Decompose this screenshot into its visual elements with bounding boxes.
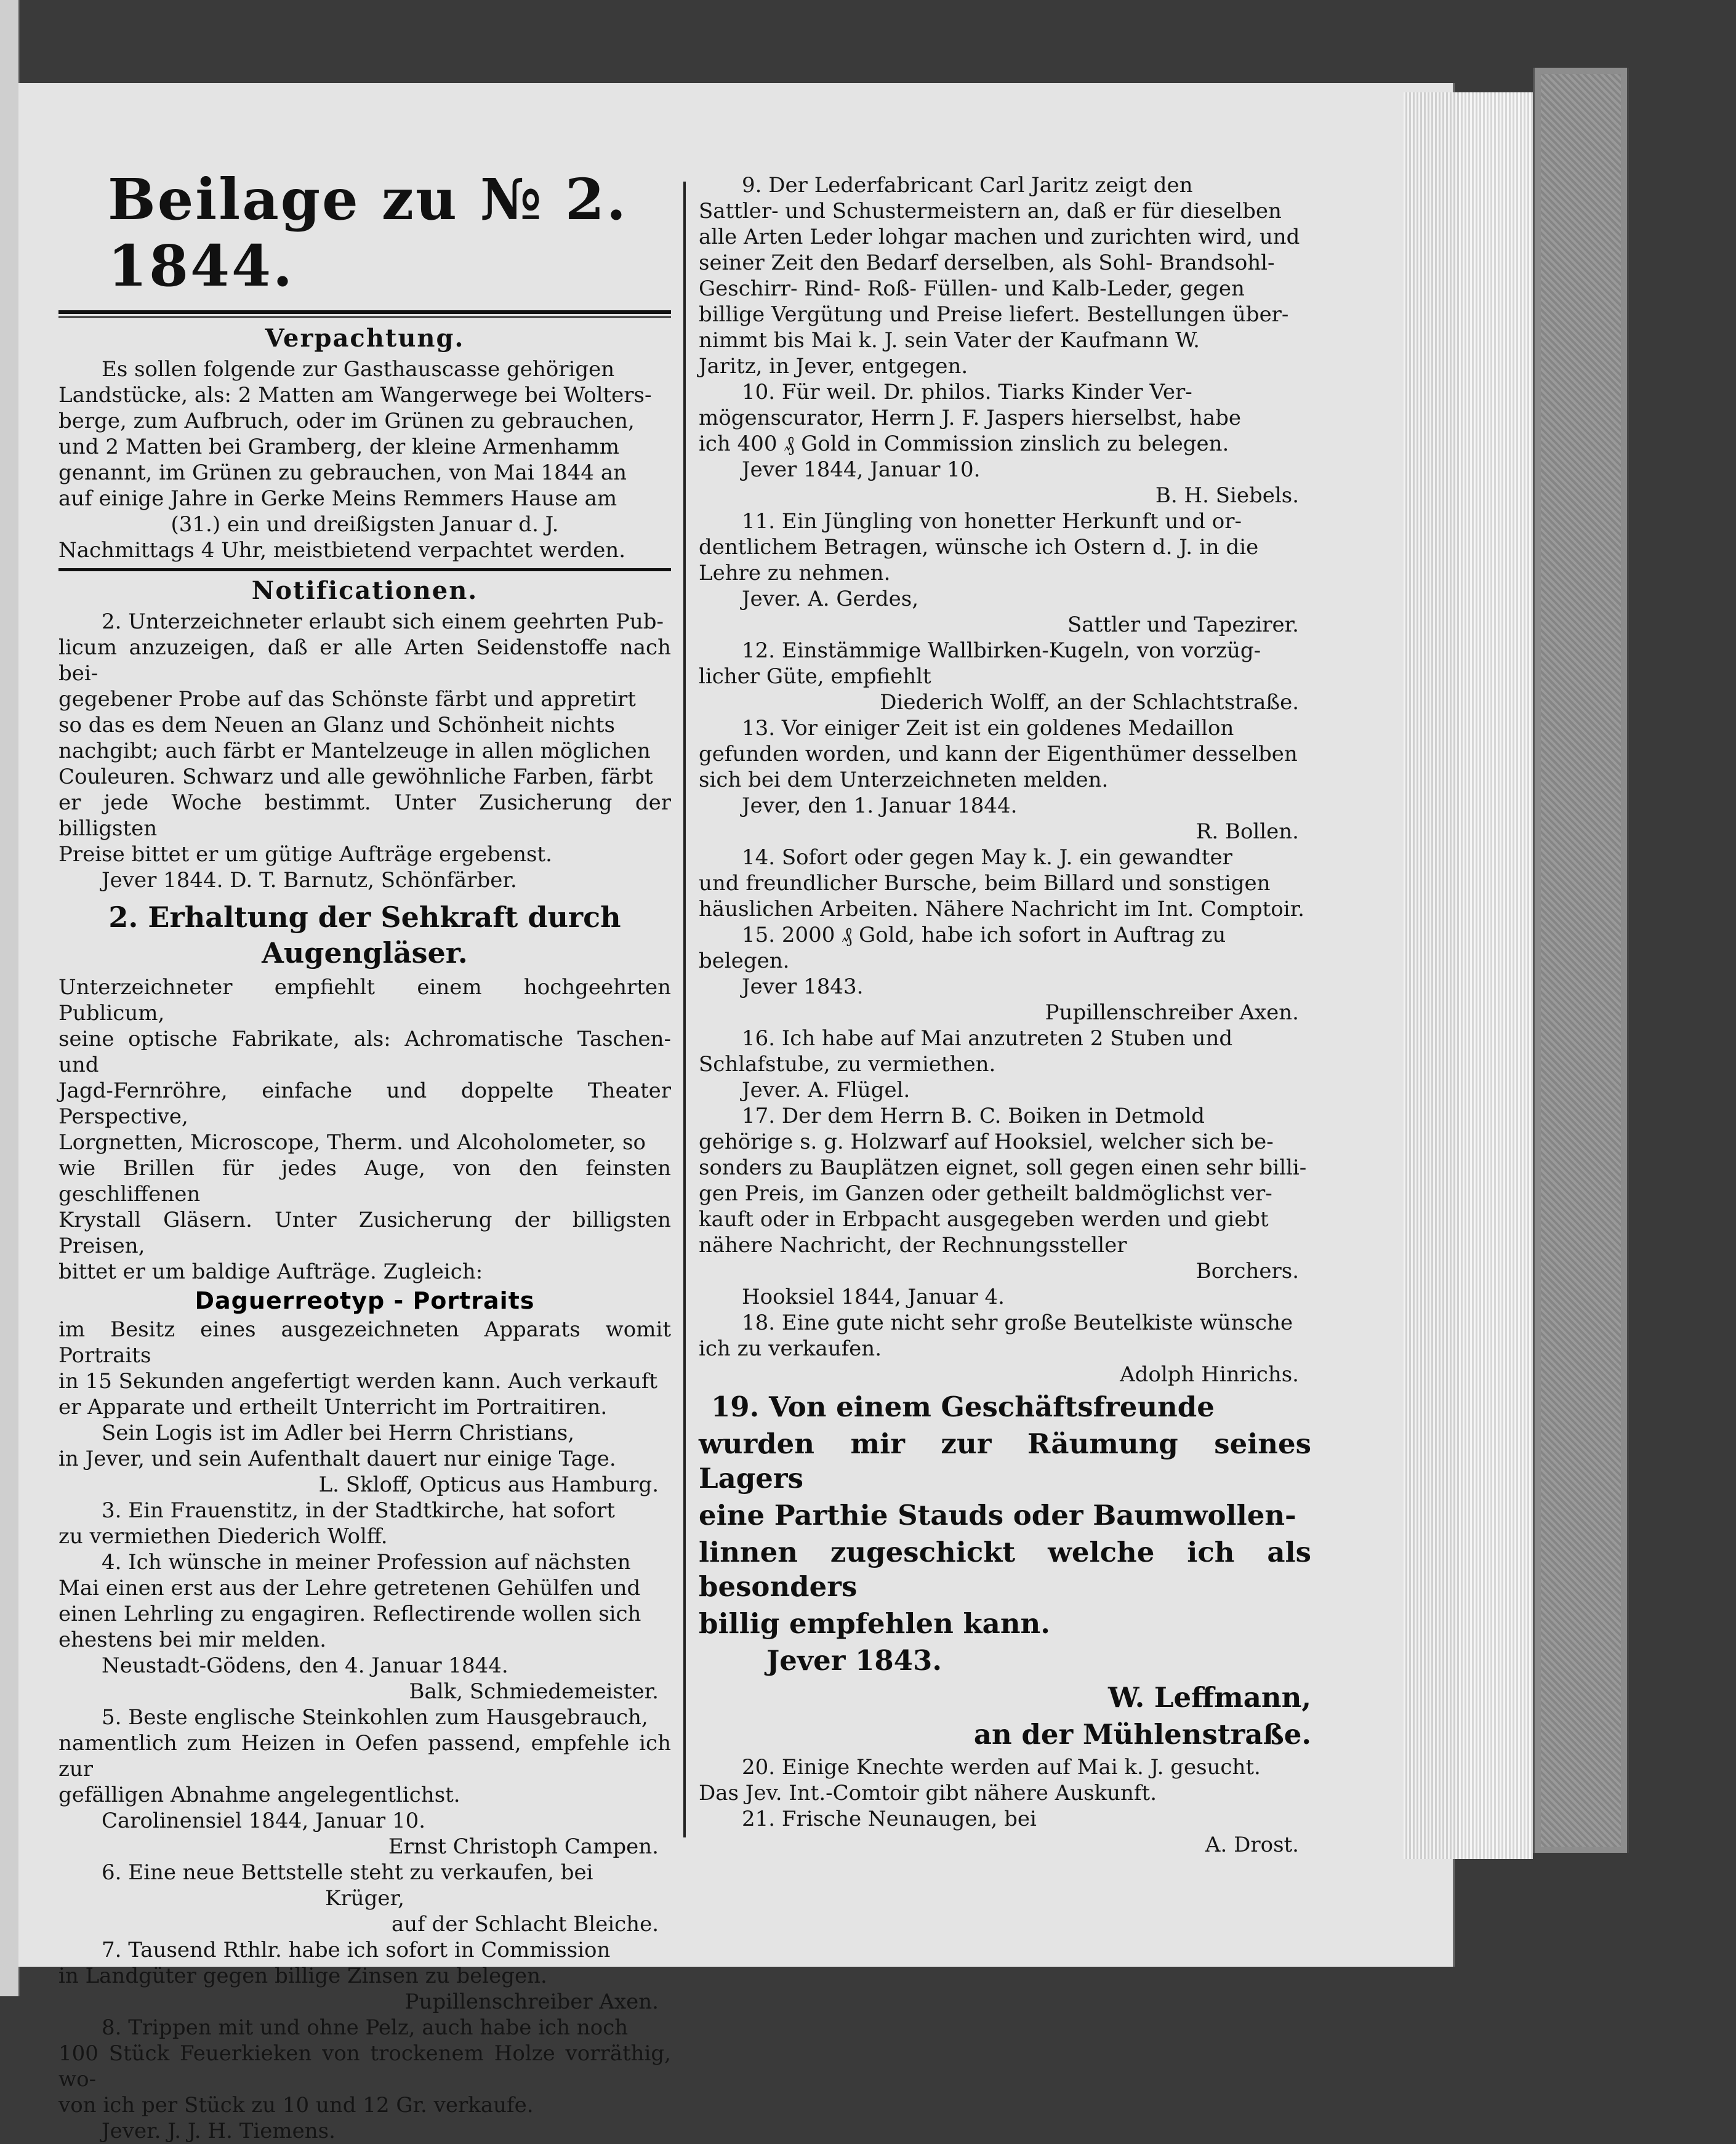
text-line: 11. Ein Jüngling von honetter Herkunft und or- <box>742 509 1242 534</box>
notice-2 <box>58 609 671 893</box>
signature: Borchers. <box>1196 1259 1299 1283</box>
notice-3 <box>58 1498 671 1549</box>
text-line: Jagd-Fernröhre, einfache und doppelte Theater Perspective, <box>58 1078 671 1129</box>
text-line: 6. Eine neue Bettstelle steht zu verkaufen, bei <box>102 1860 593 1885</box>
place-date: Carolinensiel 1844, Januar 10. <box>102 1809 426 1833</box>
text-line: Lorgnetten, Microscope, Therm. und Alcoholometer, so <box>58 1130 646 1155</box>
text-line: 7. Tausend Rthlr. habe ich sofort in Commission <box>102 1938 611 1962</box>
text-line: er jede Woche bestimmt. Unter Zusicherung der billigsten <box>58 790 671 841</box>
signature: Diederich Wolff, an der Schlachtstraße. <box>880 690 1299 715</box>
text-line: gen Preis, im Ganzen oder getheilt baldmöglichst ver- <box>699 1181 1272 1206</box>
text-line: 18. Eine gute nicht sehr große Beutelkiste wünsche <box>742 1311 1293 1335</box>
text-line: belegen. <box>699 949 790 973</box>
text-line: 19. Von einem Geschäftsfreunde <box>711 1391 1215 1423</box>
text-line: seine optische Fabrikate, als: Achromatische Taschen- und <box>58 1027 671 1077</box>
text-line: alle Arten Leder lohgar machen und zurichten wird, und <box>699 225 1300 249</box>
text-line: Das Jev. Int.-Comtoir gibt nähere Auskunft. <box>699 1781 1157 1805</box>
text-line: Schlafstube, zu vermiethen. <box>699 1052 996 1077</box>
text-line: eine Parthie Stauds oder Baumwollen- <box>699 1499 1296 1532</box>
text-line: billig empfehlen kann. <box>699 1607 1050 1640</box>
notice-20 <box>699 1754 1311 1806</box>
text-line: 17. Der dem Herrn B. C. Boiken in Detmold <box>742 1104 1205 1128</box>
text-line: Unterzeichneter empfiehlt einem hochgeehrten Publicum, <box>58 975 671 1026</box>
notice-5 <box>58 1704 671 1860</box>
text-line: licher Güte, empfiehlt <box>699 664 931 689</box>
text-line: Preise bittet er um gütige Aufträge ergebenst. <box>58 842 552 867</box>
notificationen-heading: Notificationen. <box>251 576 478 605</box>
erhaltung-heading-line1: 2. Erhaltung der Sehkraft durch <box>108 901 621 934</box>
text-line: Landstücke, als: 2 Matten am Wangerwege bei Wolters- <box>58 383 652 408</box>
text-line: so das es dem Neuen an Glanz und Schönheit nichts <box>58 713 615 737</box>
signature-address: auf der Schlacht Bleiche. <box>391 1912 659 1937</box>
text-line: häuslichen Arbeiten. Nähere Nachricht im Int. Comptoir. <box>699 897 1304 921</box>
notice-11 <box>699 508 1311 638</box>
notice-17 <box>699 1103 1311 1310</box>
text-line: kauft oder in Erbpacht ausgegeben werden und giebt <box>699 1207 1269 1232</box>
signature: B. H. Siebels. <box>1155 483 1299 508</box>
text-line: Lehre zu nehmen. <box>699 561 891 585</box>
daguerreotyp-text <box>58 1317 671 1498</box>
text-line: sonders zu Bauplätzen eignet, soll gegen einen sehr billi- <box>699 1155 1307 1180</box>
column-divider <box>683 182 686 1837</box>
text-line: und 2 Matten bei Gramberg, der kleine Armenhamm <box>58 435 620 459</box>
text-line: 16. Ich habe auf Mai anzutreten 2 Stuben und <box>742 1026 1233 1051</box>
text-line: berge, zum Aufbruch, oder im Grünen zu gebrauchen, <box>58 409 635 433</box>
place-date: Jever 1843. <box>742 974 864 999</box>
signature: Balk, Schmiedemeister. <box>409 1679 659 1704</box>
text-line: Nachmittags 4 Uhr, meistbietend verpachtet werden. <box>58 538 626 563</box>
text-line: und freundlicher Bursche, beim Billard und sonstigen <box>699 871 1271 896</box>
notice-8 <box>58 2015 671 2144</box>
masthead-title: Beilage zu № 2. 1844. <box>108 166 628 299</box>
right-column <box>699 68 1311 1858</box>
text-line: in 15 Sekunden angefertigt werden kann. Auch verkauft <box>58 1369 657 1394</box>
text-line: 21. Frische Neunaugen, bei <box>742 1807 1037 1831</box>
erhaltung-heading-line2: Augengläser. <box>262 936 468 970</box>
section-rule <box>58 568 671 571</box>
text-line: 100 Stück Feuerkieken von trockenem Holze vorräthig, wo- <box>58 2041 671 2092</box>
page-edges <box>1404 92 1459 1859</box>
signature: Jever. J. J. H. Tiemens. <box>102 2119 336 2143</box>
signature: R. Bollen. <box>1196 819 1299 844</box>
text-line: 8. Trippen mit und ohne Pelz, auch habe ich noch <box>102 2015 629 2040</box>
text-line: 13. Vor einiger Zeit ist ein goldenes Medaillon <box>742 716 1234 741</box>
verpachtung-heading: Verpachtung. <box>265 324 465 353</box>
notice-15 <box>699 922 1311 1026</box>
text-line: Couleuren. Schwarz und alle gewöhnliche Farben, färbt <box>58 765 653 789</box>
signature: L. Skloff, Opticus aus Hamburg. <box>318 1472 659 1497</box>
text-line: Geschirr- Rind- Roß- Füllen- und Kalb-Leder, gegen <box>699 276 1245 301</box>
notice-9 <box>699 172 1311 379</box>
text-line: Es sollen folgende zur Gasthauscasse gehörigen <box>102 357 615 382</box>
text-line: ich zu verkaufen. <box>699 1336 882 1361</box>
book-spine-left <box>0 0 20 1996</box>
text-line: 5. Beste englische Steinkohlen zum Hausgebrauch, <box>102 1705 648 1730</box>
text-line: Mai einen erst aus der Lehre getretenen Gehülfen und <box>58 1576 641 1600</box>
left-column <box>58 68 671 2144</box>
notice-12 <box>699 638 1311 715</box>
text-line: gegebener Probe auf das Schönste färbt und appretirt <box>58 687 636 712</box>
text-line: linnen zugeschickt welche ich als besonders <box>699 1536 1311 1603</box>
text-line: zu vermiethen Diederich Wolff. <box>58 1524 388 1549</box>
text-line: gehörige s. g. Holzwarf auf Hooksiel, welcher sich be- <box>699 1130 1274 1154</box>
erhaltung-heading <box>58 899 671 971</box>
place-date: Neustadt-Gödens, den 4. Januar 1844. <box>102 1653 508 1678</box>
text-line: mögenscurator, Herrn J. F. Jaspers hierselbst, habe <box>699 406 1242 430</box>
text-line: 15. 2000 ₰ Gold, habe ich sofort in Auftrag zu <box>742 923 1226 947</box>
text-line: ich 400 ₰ Gold in Commission zinslich zu belegen. <box>699 432 1229 456</box>
text-line: licum anzuzeigen, daß er alle Arten Seidenstoffe nach bei- <box>58 635 671 686</box>
text-line: 14. Sofort oder gegen May k. J. ein gewandter <box>742 845 1232 870</box>
text-line: Sattler- und Schustermeistern an, daß er für dieselben <box>699 199 1282 223</box>
text-line: genannt, im Grünen zu gebrauchen, von Mai 1844 an <box>58 460 627 485</box>
text-line: Krystall Gläsern. Unter Zusicherung der billigsten Preisen, <box>58 1208 671 1258</box>
text-line: 9. Der Lederfabricant Carl Jaritz zeigt den <box>742 173 1193 198</box>
text-line: bittet er um baldige Aufträge. Zugleich: <box>58 1259 483 1284</box>
text-line: sich bei dem Unterzeichneten melden. <box>699 768 1109 792</box>
signature: W. Leffmann, <box>1108 1681 1311 1714</box>
text-line: seiner Zeit den Bedarf derselben, als Sohl- Brandsohl- <box>699 251 1275 275</box>
place-signature: Jever. A. Gerdes, <box>742 587 919 611</box>
text-line: nachgibt; auch färbt er Mantelzeuge in allen möglichen <box>58 739 651 763</box>
text-line: wurden mir zur Räumung seines Lagers <box>699 1427 1311 1495</box>
signature: Pupillenschreiber Axen. <box>1045 1000 1299 1025</box>
signature: Pupillenschreiber Axen. <box>404 1989 659 2014</box>
text-line: ehestens bei mir melden. <box>58 1628 327 1652</box>
notice-18 <box>699 1310 1311 1387</box>
text-line: von ich per Stück zu 10 und 12 Gr. verkaufe. <box>58 2093 534 2118</box>
text-line: billige Vergütung und Preise liefert. Bestellungen über- <box>699 302 1289 327</box>
text-line: Sein Logis ist im Adler bei Herrn Christians, <box>102 1421 575 1445</box>
page-edges-outer <box>1459 92 1533 1859</box>
text-line: dentlichem Betragen, wünsche ich Ostern d. J. in die <box>699 535 1259 560</box>
notice-19 <box>699 1390 1311 1752</box>
text-line: gefunden worden, und kann der Eigenthümer desselben <box>699 742 1298 766</box>
signature: Krüger, <box>325 1886 404 1911</box>
signature-address: an der Mühlenstraße. <box>973 1718 1311 1751</box>
place-date: Hooksiel 1844, Januar 4. <box>742 1285 1005 1309</box>
text-line: wie Brillen für jedes Auge, von den feinsten geschliffenen <box>58 1156 671 1207</box>
notice-13 <box>699 715 1311 845</box>
notice-6 <box>58 1860 671 1937</box>
erhaltung-text <box>58 974 671 1285</box>
text-line: im Besitz eines ausgezeichneten Apparats womit Portraits <box>58 1317 671 1368</box>
text-line: einen Lehrling zu engagiren. Reflectirende wollen sich <box>58 1602 641 1626</box>
text-line: 20. Einige Knechte werden auf Mai k. J. gesucht. <box>742 1755 1261 1780</box>
notice-21 <box>699 1806 1311 1858</box>
text-line: namentlich zum Heizen in Oefen passend, empfehle ich zur <box>58 1731 671 1781</box>
notice-16 <box>699 1026 1311 1103</box>
text-line: 10. Für weil. Dr. philos. Tiarks Kinder Ver- <box>742 380 1192 404</box>
text-line: in Jever, und sein Aufenthalt dauert nur einige Tage. <box>58 1447 616 1471</box>
place-date: Jever 1843. <box>766 1644 942 1677</box>
text-line: gefälligen Abnahme angelegentlichst. <box>58 1783 460 1807</box>
signature: Jever 1844. D. T. Barnutz, Schönfärber. <box>102 868 517 893</box>
text-line: nimmt bis Mai k. J. sein Vater der Kaufmann W. <box>699 328 1200 353</box>
text-line: Jaritz, in Jever, entgegen. <box>699 354 968 379</box>
signature-occupation: Sattler und Tapezirer. <box>1067 612 1299 637</box>
daguerreotyp-heading: Daguerreotyp - Portraits <box>195 1287 535 1314</box>
signature: A. Drost. <box>1205 1833 1299 1857</box>
text-line: nähere Nachricht, der Rechnungssteller <box>699 1233 1127 1258</box>
text-line: 2. Unterzeichneter erlaubt sich einem geehrten Pub- <box>102 609 664 634</box>
verpachtung-text <box>58 356 671 563</box>
signature: Jever. A. Flügel. <box>742 1078 910 1102</box>
place-date: Jever 1844, Januar 10. <box>742 457 981 482</box>
place-date: Jever, den 1. Januar 1844. <box>742 793 1018 818</box>
text-line: 12. Einstämmige Wallbirken-Kugeln, von vorzüg- <box>742 638 1261 663</box>
book-cover <box>1533 68 1629 1853</box>
notice-10 <box>699 379 1311 508</box>
masthead-rule <box>58 310 671 318</box>
notice-4 <box>58 1549 671 1704</box>
text-line: 3. Ein Frauenstitz, in der Stadtkirche, hat sofort <box>102 1498 615 1523</box>
text-line: 4. Ich wünsche in meiner Profession auf nächsten <box>102 1550 631 1575</box>
text-line: in Landgüter gegen billige Zinsen zu belegen. <box>58 1964 547 1988</box>
text-line: er Apparate und ertheilt Unterricht im Portraitiren. <box>58 1395 608 1419</box>
signature: Ernst Christoph Campen. <box>388 1834 659 1859</box>
notice-14 <box>699 845 1311 922</box>
signature: Adolph Hinrichs. <box>1120 1362 1299 1387</box>
notice-7 <box>58 1937 671 2015</box>
text-line: auf einige Jahre in Gerke Meins Remmers Hause am <box>58 486 617 511</box>
text-line: (31.) ein und dreißigsten Januar d. J. <box>171 512 559 537</box>
